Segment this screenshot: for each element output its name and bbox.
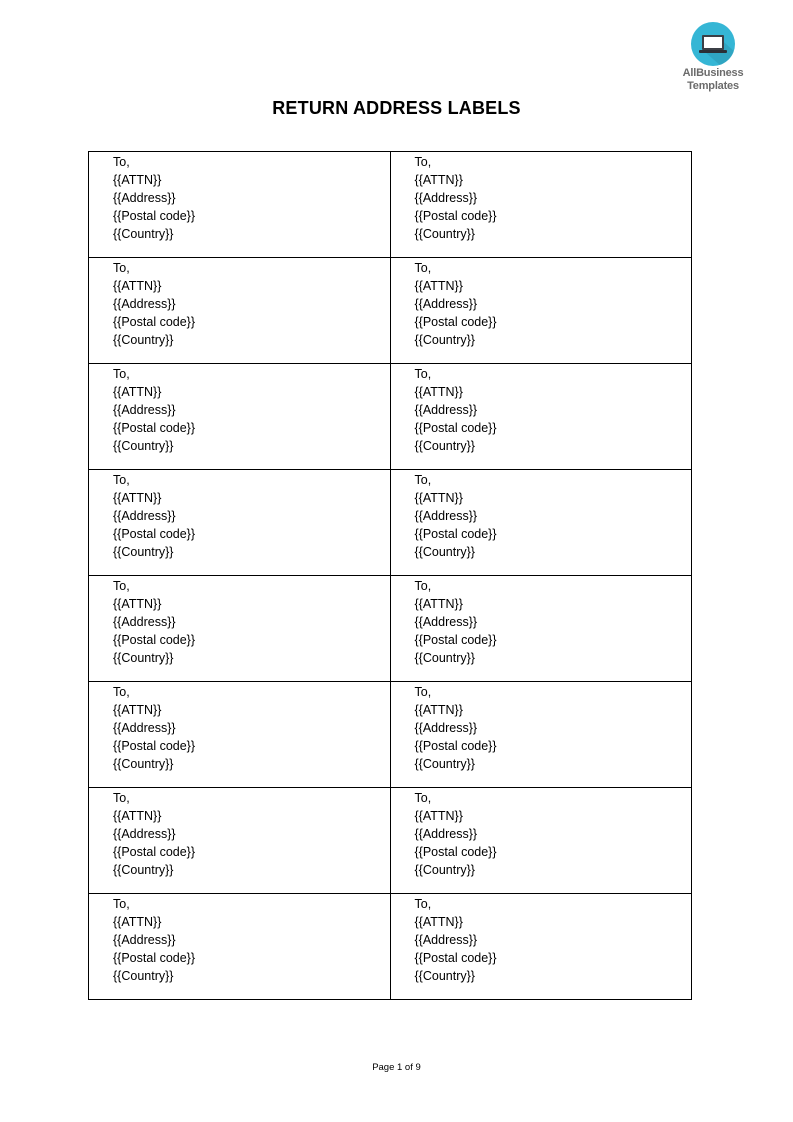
label-address-line: {{Address}} [113,827,176,841]
label-to-line: To, [113,261,130,275]
label-address-line: {{Address}} [414,403,478,417]
label-address-line: {{Address}} [414,721,478,735]
label-address-line: {{Address}} [113,191,176,205]
label-attn-line: {{ATTN}} [113,703,162,717]
label-postal-code-line: {{Postal code}} [113,845,196,859]
address-label-content [391,894,692,985]
label-country-line: {{Country}} [414,439,475,453]
label-attn-line: {{ATTN}} [113,385,162,399]
label-country-line: {{Country}} [113,439,174,453]
label-to-line: To, [113,367,130,381]
address-label [89,682,391,788]
label-attn-line: {{ATTN}} [113,809,162,823]
label-country-line: {{Country}} [414,863,475,877]
label-attn-line: {{ATTN}} [414,385,463,399]
label-country-line: {{Country}} [113,545,174,559]
label-to-line: To, [113,791,130,805]
label-postal-code-line: {{Postal code}} [113,209,196,223]
address-label [390,470,692,576]
label-to-line: To, [113,685,130,699]
address-label-content [89,682,390,773]
label-country-line: {{Country}} [113,863,174,877]
page-number: Page 1 of 9 [372,1062,421,1073]
label-address-line: {{Address}} [113,615,176,629]
label-country-line: {{Country}} [113,969,174,983]
label-to-line: To, [414,685,432,699]
label-to-line: To, [414,897,432,911]
label-row [89,364,692,470]
label-to-line: To, [414,473,432,487]
address-label-content [89,788,390,879]
label-postal-code-line: {{Postal code}} [113,421,196,435]
label-address-line: {{Address}} [414,191,478,205]
label-attn-line: {{ATTN}} [414,915,463,929]
address-label-content [89,258,390,349]
label-row [89,576,692,682]
address-label [390,682,692,788]
label-attn-line: {{ATTN}} [414,279,463,293]
label-attn-line: {{ATTN}} [414,809,463,823]
label-attn-line: {{ATTN}} [113,279,162,293]
label-country-line: {{Country}} [414,757,475,771]
address-label [390,364,692,470]
address-label-content [391,788,692,879]
label-attn-line: {{ATTN}} [113,915,162,929]
address-label [89,470,391,576]
address-label-content [391,258,692,349]
label-postal-code-line: {{Postal code}} [414,845,497,859]
logo-text-line2: Templates [687,80,739,92]
address-label-content [89,894,390,985]
label-postal-code-line: {{Postal code}} [414,209,497,223]
label-attn-line: {{ATTN}} [414,703,463,717]
label-attn-line: {{ATTN}} [414,491,463,505]
label-postal-code-line: {{Postal code}} [113,315,196,329]
company-logo [677,22,749,92]
label-row [89,470,692,576]
label-postal-code-line: {{Postal code}} [113,527,196,541]
label-attn-line: {{ATTN}} [113,173,162,187]
label-address-line: {{Address}} [414,509,478,523]
address-label [390,576,692,682]
label-to-line: To, [113,155,130,169]
label-address-line: {{Address}} [113,403,176,417]
address-label-content [89,152,390,243]
label-address-line: {{Address}} [113,509,176,523]
address-label-content [391,682,692,773]
label-country-line: {{Country}} [414,333,475,347]
label-to-line: To, [414,367,432,381]
label-postal-code-line: {{Postal code}} [414,951,497,965]
address-label-content [391,152,692,243]
label-country-line: {{Country}} [113,757,174,771]
label-row [89,894,692,1000]
address-label [89,364,391,470]
label-country-line: {{Country}} [414,969,475,983]
label-country-line: {{Country}} [113,227,174,241]
label-address-line: {{Address}} [414,933,478,947]
label-postal-code-line: {{Postal code}} [113,951,196,965]
label-attn-line: {{ATTN}} [113,491,162,505]
label-row [89,788,692,894]
address-label [390,788,692,894]
label-country-line: {{Country}} [414,651,475,665]
address-label [89,894,391,1000]
label-country-line: {{Country}} [414,227,475,241]
label-to-line: To, [113,897,130,911]
address-label-content [391,576,692,667]
address-label-content [89,576,390,667]
page-title: RETURN ADDRESS LABELS [272,98,521,118]
labels-grid [88,151,692,1000]
address-label-content [391,470,692,561]
label-address-line: {{Address}} [113,933,176,947]
label-to-line: To, [414,791,432,805]
label-country-line: {{Country}} [113,651,174,665]
label-attn-line: {{ATTN}} [414,173,463,187]
address-label [390,258,692,364]
label-to-line: To, [414,261,432,275]
label-postal-code-line: {{Postal code}} [414,421,497,435]
label-postal-code-line: {{Postal code}} [414,633,497,647]
address-label-content [89,470,390,561]
label-country-line: {{Country}} [414,545,475,559]
address-label [89,576,391,682]
label-postal-code-line: {{Postal code}} [414,739,497,753]
label-postal-code-line: {{Postal code}} [414,527,497,541]
address-label [390,894,692,1000]
label-address-line: {{Address}} [414,297,478,311]
label-postal-code-line: {{Postal code}} [414,315,497,329]
address-label [390,152,692,258]
address-label-content [391,364,692,455]
label-attn-line: {{ATTN}} [414,597,463,611]
label-postal-code-line: {{Postal code}} [113,739,196,753]
label-address-line: {{Address}} [414,615,478,629]
label-to-line: To, [113,473,130,487]
label-address-line: {{Address}} [414,827,478,841]
label-country-line: {{Country}} [113,333,174,347]
label-attn-line: {{ATTN}} [113,597,162,611]
logo-text-line1: AllBusiness [682,67,744,79]
label-to-line: To, [113,579,130,593]
address-label [89,788,391,894]
label-postal-code-line: {{Postal code}} [113,633,196,647]
labels-grid-body [89,152,692,1000]
label-row [89,682,692,788]
label-address-line: {{Address}} [113,297,176,311]
label-row [89,258,692,364]
address-label-content [89,364,390,455]
label-to-line: To, [414,155,432,169]
label-to-line: To, [414,579,432,593]
address-label [89,258,391,364]
address-label [89,152,391,258]
laptop-icon [691,22,735,66]
label-address-line: {{Address}} [113,721,176,735]
label-row [89,152,692,258]
